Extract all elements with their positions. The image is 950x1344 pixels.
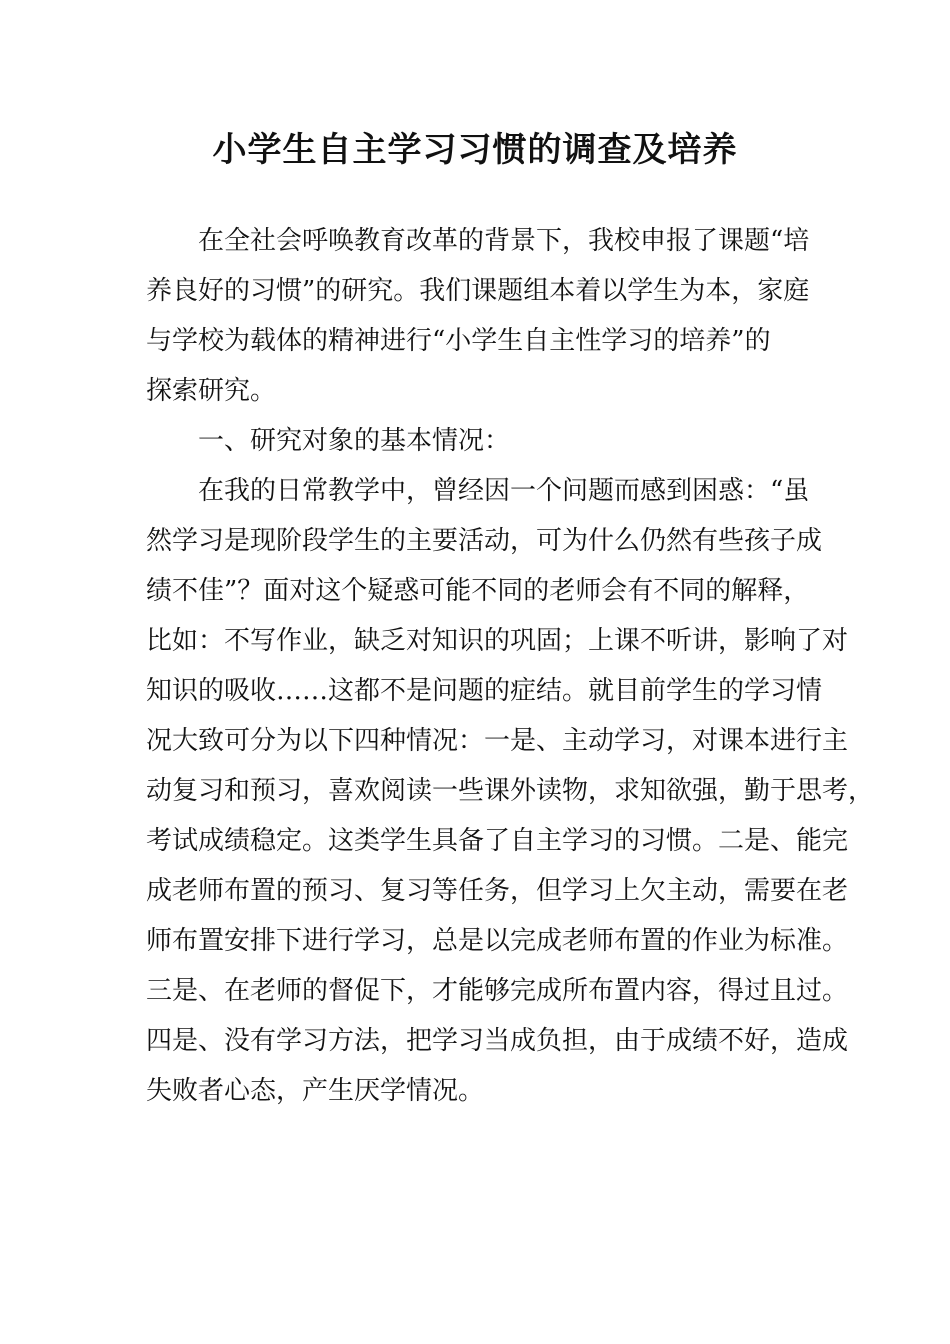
paragraph-line: 与学校为载体的精神进行“小学生自主性学习的培养”的 <box>146 326 771 356</box>
paragraph-line: 师布置安排下进行学习，总是以完成老师布置的作业为标准。 <box>146 926 849 956</box>
paragraph-line: 四是、没有学习方法，把学习当成负担，由于成绩不好，造成 <box>146 1026 849 1056</box>
paragraph-line: 三是、在老师的督促下，才能够完成所布置内容，得过且过。 <box>146 976 849 1006</box>
paragraph-line: 在我的日常教学中，曾经因一个问题而感到困惑：“虽 <box>198 476 810 506</box>
paragraph-line: 知识的吸收……这都不是问题的症结。就目前学生的学习情 <box>146 676 823 706</box>
paragraph-line: 比如：不写作业，缺乏对知识的巩固；上课不听讲，影响了对 <box>146 626 849 656</box>
paragraph-line: 绩不佳”？面对这个疑惑可能不同的老师会有不同的解释， <box>146 576 810 606</box>
paragraph-line: 动复习和预习，喜欢阅读一些课外读物，求知欲强，勤于思考， <box>146 776 875 806</box>
paragraph-line: 然学习是现阶段学生的主要活动，可为什么仍然有些孩子成 <box>146 526 823 556</box>
document-body <box>146 216 875 1116</box>
paragraph-line: 况大致可分为以下四种情况：一是、主动学习，对课本进行主 <box>146 726 849 756</box>
paragraph-line: 养良好的习惯”的研究。我们课题组本着以学生为本，家庭 <box>146 276 810 306</box>
document-title: 小学生自主学习习惯的调查及培养 <box>212 130 738 170</box>
paragraph-line: 考试成绩稳定。这类学生具备了自主学习的习惯。二是、能完 <box>146 826 849 856</box>
paragraph-line: 探索研究。 <box>146 376 277 406</box>
section-heading: 一、研究对象的基本情况： <box>198 426 511 456</box>
paragraph-line: 失败者心态，产生厌学情况。 <box>146 1076 485 1106</box>
paragraph-line: 在全社会呼唤教育改革的背景下，我校申报了课题“培 <box>198 226 810 256</box>
paragraph-line: 成老师布置的预习、复习等任务，但学习上欠主动，需要在老 <box>146 876 849 906</box>
